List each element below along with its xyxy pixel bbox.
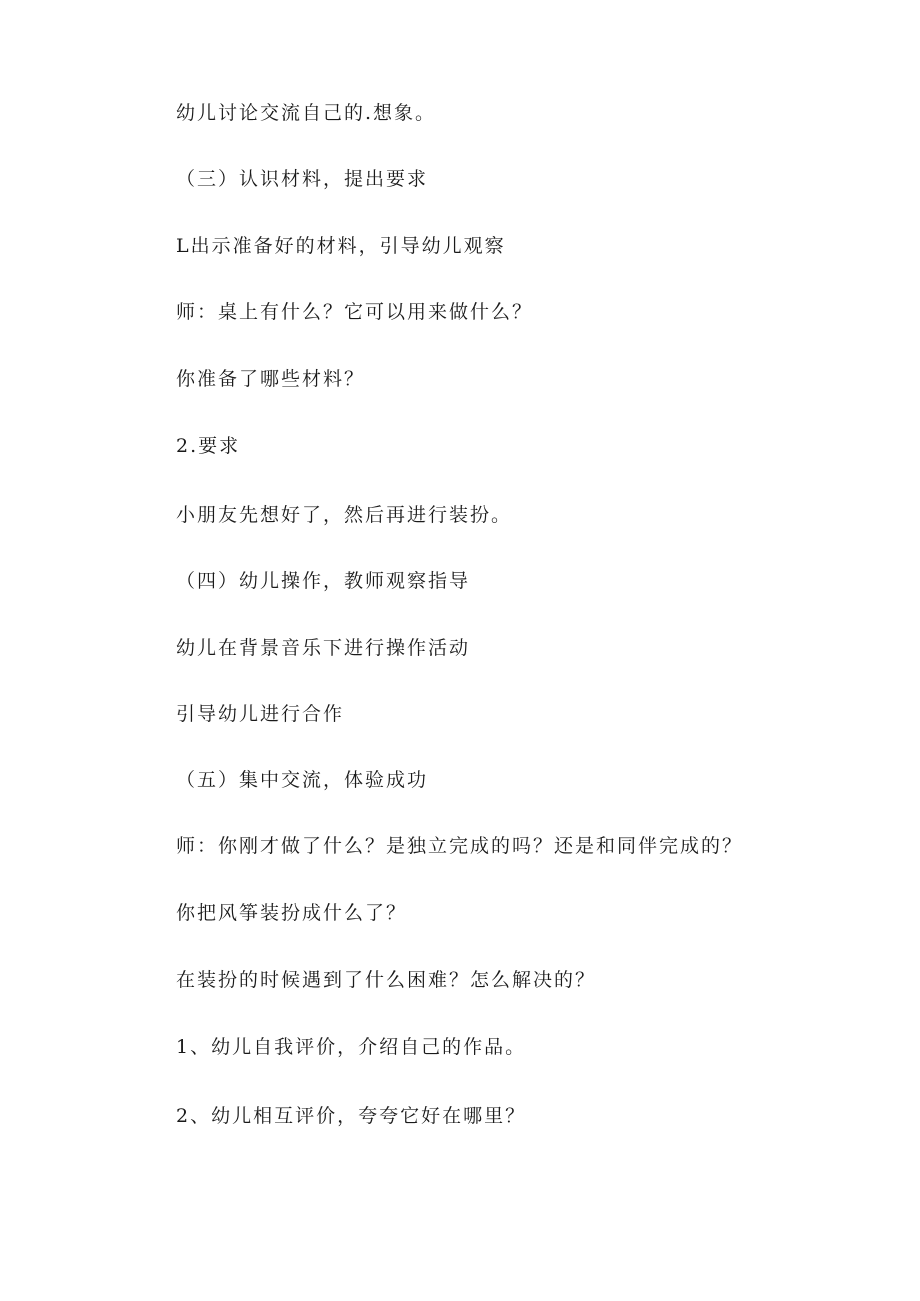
section-heading: （五）集中交流，体验成功: [176, 769, 429, 791]
text-line: 2.要求: [176, 435, 241, 457]
section-heading: （三）认识材料，提出要求: [176, 168, 429, 190]
text-line: 在装扮的时候遇到了什么困难？怎么解决的？: [176, 969, 597, 991]
text-line: 师：桌上有什么？它可以用来做什么？: [176, 301, 534, 323]
text-line: 小朋友先想好了，然后再进行装扮。: [176, 504, 513, 526]
text-line: 你准备了哪些材料？: [176, 368, 366, 390]
text-line: 师：你刚才做了什么？是独立完成的吗？还是和同伴完成的？: [176, 835, 744, 857]
text-line: L出示准备好的材料，引导幼儿观察: [176, 235, 506, 257]
text-line: 2、幼儿相互评价，夸夸它好在哪里？: [176, 1105, 527, 1127]
text-line: 1、幼儿自我评价，介绍自己的作品。: [176, 1036, 527, 1058]
section-heading: （四）幼儿操作，教师观察指导: [176, 570, 471, 592]
text-line: 你把风筝装扮成什么了？: [176, 902, 408, 924]
text-line: 幼儿在背景音乐下进行操作活动: [176, 637, 471, 659]
text-line: 幼儿讨论交流自己的.想象。: [176, 102, 437, 124]
text-line: 引导幼儿进行合作: [176, 703, 345, 725]
